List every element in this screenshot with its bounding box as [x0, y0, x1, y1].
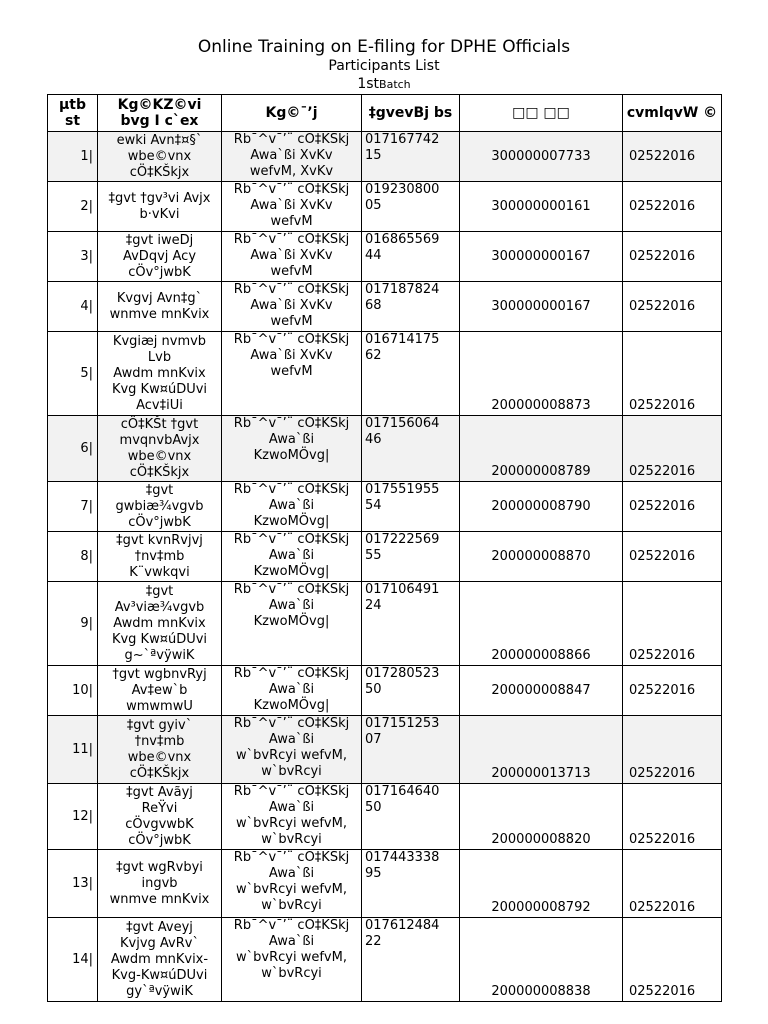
name-line: Kvg Kw¤úDUvi — [111, 631, 208, 647]
password-cell: 02522016 — [623, 132, 722, 182]
name-line: †nv‡mb — [134, 548, 185, 564]
name-line: wnmve mnKvix — [109, 306, 210, 322]
table-row — [48, 482, 722, 532]
workplace-line: KzwoMÖvg| — [253, 564, 330, 579]
table-row — [48, 282, 722, 332]
id-cell: 200000008820 — [460, 784, 623, 850]
serial-cell: 2| — [48, 182, 98, 232]
workplace-line: Awa`ßi — [268, 866, 315, 881]
workplace-line: Rb¯^v¯’¨ cÖ‡KŠkj — [233, 582, 350, 597]
mobile-cell — [362, 282, 460, 332]
workplace-cell — [222, 332, 362, 416]
workplace-line: w`bvRcyi wefvM, — [236, 816, 347, 831]
workplace-line: w`bvRcyi — [261, 764, 322, 779]
id-cell: 200000013713 — [460, 716, 623, 784]
workplace-line: wefvM — [270, 264, 313, 279]
mobile-cell — [362, 918, 460, 1002]
name-line: Av‡ew`b — [131, 682, 188, 698]
workplace-line: Rb¯^v¯’¨ cÖ‡KŠkj — [233, 850, 350, 865]
name-cell — [98, 332, 222, 416]
mobile-line: 017164640 — [365, 784, 440, 799]
name-line: cÖv°jwbK — [128, 832, 191, 848]
serial-cell: 10| — [48, 666, 98, 716]
name-cell — [98, 784, 222, 850]
workplace-line: Awa`ßi — [268, 432, 315, 447]
name-line: †nv‡mb — [134, 733, 185, 749]
workplace-cell — [222, 416, 362, 482]
password-cell: 02522016 — [623, 582, 722, 666]
name-line: Lvb — [147, 349, 172, 365]
batch-ordinal: 1st — [357, 76, 380, 92]
mobile-cell — [362, 332, 460, 416]
workplace-line: Rb¯^v¯’¨ cÖ‡KŠkj — [233, 332, 350, 347]
id-cell: 200000008792 — [460, 850, 623, 918]
id-cell: 300000000161 — [460, 182, 623, 232]
name-line: cÖv°jwbK — [128, 514, 191, 530]
workplace-line: w`bvRcyi — [261, 966, 322, 981]
name-line: cÖ‡KŠt †gvt — [120, 416, 199, 432]
table-row — [48, 182, 722, 232]
mobile-line: 15 — [365, 148, 382, 163]
name-cell — [98, 416, 222, 482]
password-cell: 02522016 — [623, 784, 722, 850]
id-cell: 200000008790 — [460, 482, 623, 532]
page-title: Online Training on E-filing for DPHE Officials — [197, 37, 571, 57]
name-line: cÖvgvwbK — [125, 816, 194, 832]
name-line: g~`ªvÿwiK — [124, 647, 195, 663]
workplace-line: Rb¯^v¯’¨ cÖ‡KŠkj — [233, 482, 350, 497]
id-cell: 300000000167 — [460, 282, 623, 332]
name-line: Awdm mnKvix- — [110, 951, 209, 967]
workplace-line: Rb¯^v¯’¨ cÖ‡KŠkj — [233, 132, 350, 147]
mobile-line: 62 — [365, 348, 382, 363]
workplace-cell — [222, 918, 362, 1002]
workplace-cell — [222, 482, 362, 532]
id-cell: 200000008873 — [460, 332, 623, 416]
name-line: Kvg-Kw¤úDUvi — [111, 967, 208, 983]
workplace-line: Rb¯^v¯’¨ cÖ‡KŠkj — [233, 918, 350, 933]
col-header-name: Kg©KZ©vi bvg I c`ex — [98, 95, 222, 132]
workplace-line: Rb¯^v¯’¨ cÖ‡KŠkj — [233, 182, 350, 197]
name-line: b·vKvi — [139, 206, 180, 222]
table-row — [48, 416, 722, 482]
password-cell: 02522016 — [623, 532, 722, 582]
password-cell: 02522016 — [623, 416, 722, 482]
serial-cell: 11| — [48, 716, 98, 784]
name-line: Acv‡iUi — [136, 397, 183, 413]
workplace-cell — [222, 582, 362, 666]
workplace-line: w`bvRcyi wefvM, — [236, 950, 347, 965]
workplace-line: KzwoMÖvg| — [253, 448, 330, 463]
serial-cell: 3| — [48, 232, 98, 282]
id-cell: 300000000167 — [460, 232, 623, 282]
workplace-cell — [222, 716, 362, 784]
mobile-cell — [362, 850, 460, 918]
id-cell: 300000007733 — [460, 132, 623, 182]
name-line: cÖ‡KŠkjx — [129, 164, 190, 180]
mobile-line: 017187824 — [365, 282, 440, 297]
name-line: AvDqvj Acy — [122, 248, 197, 264]
mobile-cell — [362, 416, 460, 482]
name-line: ‡gvt wgRvbyi — [116, 859, 203, 875]
name-line: ReŸvi — [141, 800, 178, 816]
table-row — [48, 532, 722, 582]
name-cell — [98, 532, 222, 582]
mobile-cell — [362, 582, 460, 666]
name-line: ‡gvt Aveyj — [126, 919, 193, 935]
col-header-password: cvmlqvW © — [623, 95, 722, 132]
workplace-line: Rb¯^v¯’¨ cÖ‡KŠkj — [233, 282, 350, 297]
serial-cell: 12| — [48, 784, 98, 850]
mobile-line: 019230800 — [365, 182, 440, 197]
mobile-line: 44 — [365, 248, 382, 263]
mobile-line: 017167742 — [365, 132, 440, 147]
col-header-id: □□ □□ — [460, 95, 623, 132]
password-cell: 02522016 — [623, 482, 722, 532]
id-cell: 200000008847 — [460, 666, 623, 716]
mobile-cell — [362, 482, 460, 532]
table-header-row — [48, 95, 722, 132]
mobile-line: 05 — [365, 198, 382, 213]
name-line: wmwmwU — [126, 698, 193, 714]
name-line: ‡gvt †gv³vi Avjx — [108, 190, 211, 206]
workplace-line: Rb¯^v¯’¨ cÖ‡KŠkj — [233, 716, 350, 731]
password-cell: 02522016 — [623, 332, 722, 416]
id-cell: 200000008866 — [460, 582, 623, 666]
workplace-line: Rb¯^v¯’¨ cÖ‡KŠkj — [233, 784, 350, 799]
table-row — [48, 784, 722, 850]
workplace-line: KzwoMÖvg| — [253, 514, 330, 529]
name-line: K¨vwkqvi — [129, 564, 190, 580]
mobile-line: 016714175 — [365, 332, 440, 347]
workplace-line: w`bvRcyi — [261, 832, 322, 847]
name-line: ‡gvt gyiv` — [126, 717, 193, 733]
name-line: ‡gvt Avãyj — [126, 784, 193, 800]
workplace-line: Awa`ßi — [268, 934, 315, 949]
name-line: cÖ‡KŠkjx — [129, 765, 190, 781]
mobile-line: 017106491 — [365, 582, 440, 597]
password-cell: 02522016 — [623, 716, 722, 784]
name-line: ‡gvt iweDj — [125, 232, 194, 248]
mobile-line: 50 — [365, 682, 382, 697]
mobile-line: 017156064 — [365, 416, 440, 431]
name-line: cÖ‡KŠkjx — [129, 464, 190, 480]
workplace-line: Rb¯^v¯’¨ cÖ‡KŠkj — [233, 666, 350, 681]
workplace-line: Awa`ßi XvKv — [250, 148, 333, 163]
id-cell: 200000008870 — [460, 532, 623, 582]
table-row — [48, 332, 722, 416]
batch-word: Batch — [379, 78, 411, 91]
mobile-line: 46 — [365, 432, 382, 447]
workplace-line: Awa`ßi — [268, 682, 315, 697]
id-cell: 200000008789 — [460, 416, 623, 482]
password-cell: 02522016 — [623, 182, 722, 232]
workplace-cell — [222, 666, 362, 716]
participants-table — [47, 94, 722, 1002]
name-line: gy`ªvÿwiK — [126, 983, 193, 999]
name-line: Awdm mnKvix — [113, 365, 206, 381]
workplace-line: wefvM, XvKv — [249, 164, 334, 179]
name-line: ‡gvt kvnRvjvj — [116, 532, 203, 548]
name-cell — [98, 482, 222, 532]
name-line: ewki Avn‡¤§` — [116, 132, 203, 148]
table-row — [48, 716, 722, 784]
name-cell — [98, 666, 222, 716]
table-row — [48, 582, 722, 666]
name-line: ‡gvt — [145, 482, 174, 498]
workplace-line: Awa`ßi — [268, 548, 315, 563]
name-line: wbe©vnx — [127, 749, 192, 765]
name-cell — [98, 182, 222, 232]
workplace-line: Rb¯^v¯’¨ cÖ‡KŠkj — [233, 532, 350, 547]
table-row — [48, 850, 722, 918]
serial-cell: 7| — [48, 482, 98, 532]
name-line: wbe©vnx — [127, 448, 192, 464]
workplace-cell — [222, 850, 362, 918]
mobile-cell — [362, 666, 460, 716]
mobile-line: 017151253 — [365, 716, 440, 731]
mobile-cell — [362, 784, 460, 850]
serial-cell: 1| — [48, 132, 98, 182]
serial-cell: 9| — [48, 582, 98, 666]
table-row — [48, 666, 722, 716]
workplace-line: Awa`ßi — [268, 800, 315, 815]
col-header-serial: µtb st — [48, 95, 98, 132]
workplace-line: KzwoMÖvg| — [253, 614, 330, 629]
mobile-line: 54 — [365, 498, 382, 513]
name-line: wbe©vnx — [127, 148, 192, 164]
mobile-line: 017222569 — [365, 532, 440, 547]
workplace-line: wefvM — [270, 214, 313, 229]
name-line: Kvjvg AvRv` — [120, 935, 199, 951]
workplace-line: Awa`ßi XvKv — [250, 198, 333, 213]
name-cell — [98, 132, 222, 182]
workplace-cell — [222, 282, 362, 332]
name-line: ‡gvt — [145, 583, 174, 599]
mobile-line: 017443338 — [365, 850, 440, 865]
id-cell: 200000008838 — [460, 918, 623, 1002]
name-line: Av³viæ¾vgvb — [114, 599, 205, 615]
col-header-workplace: Kg©¯’j — [222, 95, 362, 132]
name-cell — [98, 582, 222, 666]
name-line: mvqnvbAvjx — [119, 432, 200, 448]
name-line: Awdm mnKvix — [113, 615, 206, 631]
serial-cell: 5| — [48, 332, 98, 416]
mobile-line: 017551955 — [365, 482, 440, 497]
workplace-cell — [222, 132, 362, 182]
name-cell — [98, 918, 222, 1002]
table-row — [48, 232, 722, 282]
name-line: wnmve mnKvix — [109, 891, 210, 907]
workplace-cell — [222, 232, 362, 282]
table-body — [48, 132, 722, 1002]
workplace-line: Awa`ßi — [268, 598, 315, 613]
serial-cell: 8| — [48, 532, 98, 582]
password-cell: 02522016 — [623, 232, 722, 282]
table-row — [48, 132, 722, 182]
mobile-cell — [362, 232, 460, 282]
workplace-line: Rb¯^v¯’¨ cÖ‡KŠkj — [233, 232, 350, 247]
name-line: Kvgvj Avn‡g` — [116, 290, 203, 306]
mobile-cell — [362, 532, 460, 582]
serial-cell: 6| — [48, 416, 98, 482]
name-cell — [98, 850, 222, 918]
workplace-line: Awa`ßi XvKv — [250, 248, 333, 263]
serial-cell: 13| — [48, 850, 98, 918]
name-line: Kvgiæj nvmvb — [112, 333, 207, 349]
mobile-line: 07 — [365, 732, 382, 747]
page-subtitle: Participants List — [328, 58, 440, 74]
password-cell: 02522016 — [623, 850, 722, 918]
workplace-line: w`bvRcyi — [261, 898, 322, 913]
password-cell: 02522016 — [623, 666, 722, 716]
mobile-line: 017280523 — [365, 666, 440, 681]
workplace-line: wefvM — [270, 314, 313, 329]
name-line: ingvb — [141, 875, 178, 891]
mobile-cell — [362, 716, 460, 784]
mobile-line: 016865569 — [365, 232, 440, 247]
name-cell — [98, 716, 222, 784]
batch-label — [0, 76, 768, 92]
mobile-line: 017612484 — [365, 918, 440, 933]
mobile-cell — [362, 182, 460, 232]
workplace-line: Awa`ßi — [268, 732, 315, 747]
mobile-line: 68 — [365, 298, 382, 313]
serial-cell: 4| — [48, 282, 98, 332]
workplace-cell — [222, 532, 362, 582]
workplace-line: w`bvRcyi wefvM, — [236, 748, 347, 763]
password-cell: 02522016 — [623, 918, 722, 1002]
col-header-mobile: ‡gvevBj bs — [362, 95, 460, 132]
mobile-line: 50 — [365, 800, 382, 815]
name-line: cÖv°jwbK — [128, 264, 191, 280]
mobile-line: 22 — [365, 934, 382, 949]
workplace-line: KzwoMÖvg| — [253, 698, 330, 713]
name-cell — [98, 232, 222, 282]
workplace-cell — [222, 182, 362, 232]
name-cell — [98, 282, 222, 332]
mobile-line: 95 — [365, 866, 382, 881]
workplace-line: w`bvRcyi wefvM, — [236, 882, 347, 897]
workplace-line: wefvM — [270, 364, 313, 379]
workplace-line: Awa`ßi XvKv — [250, 348, 333, 363]
workplace-line: Awa`ßi — [268, 498, 315, 513]
mobile-cell — [362, 132, 460, 182]
password-cell: 02522016 — [623, 282, 722, 332]
mobile-line: 24 — [365, 598, 382, 613]
serial-cell: 14| — [48, 918, 98, 1002]
workplace-line: Rb¯^v¯’¨ cÖ‡KŠkj — [233, 416, 350, 431]
mobile-line: 55 — [365, 548, 382, 563]
name-line: †gvt wgbnvRyj — [112, 666, 207, 682]
name-line: Kvg Kw¤úDUvi — [111, 381, 208, 397]
workplace-cell — [222, 784, 362, 850]
workplace-line: Awa`ßi XvKv — [250, 298, 333, 313]
name-line: gwbiæ¾vgvb — [115, 498, 204, 514]
table-row — [48, 918, 722, 1002]
